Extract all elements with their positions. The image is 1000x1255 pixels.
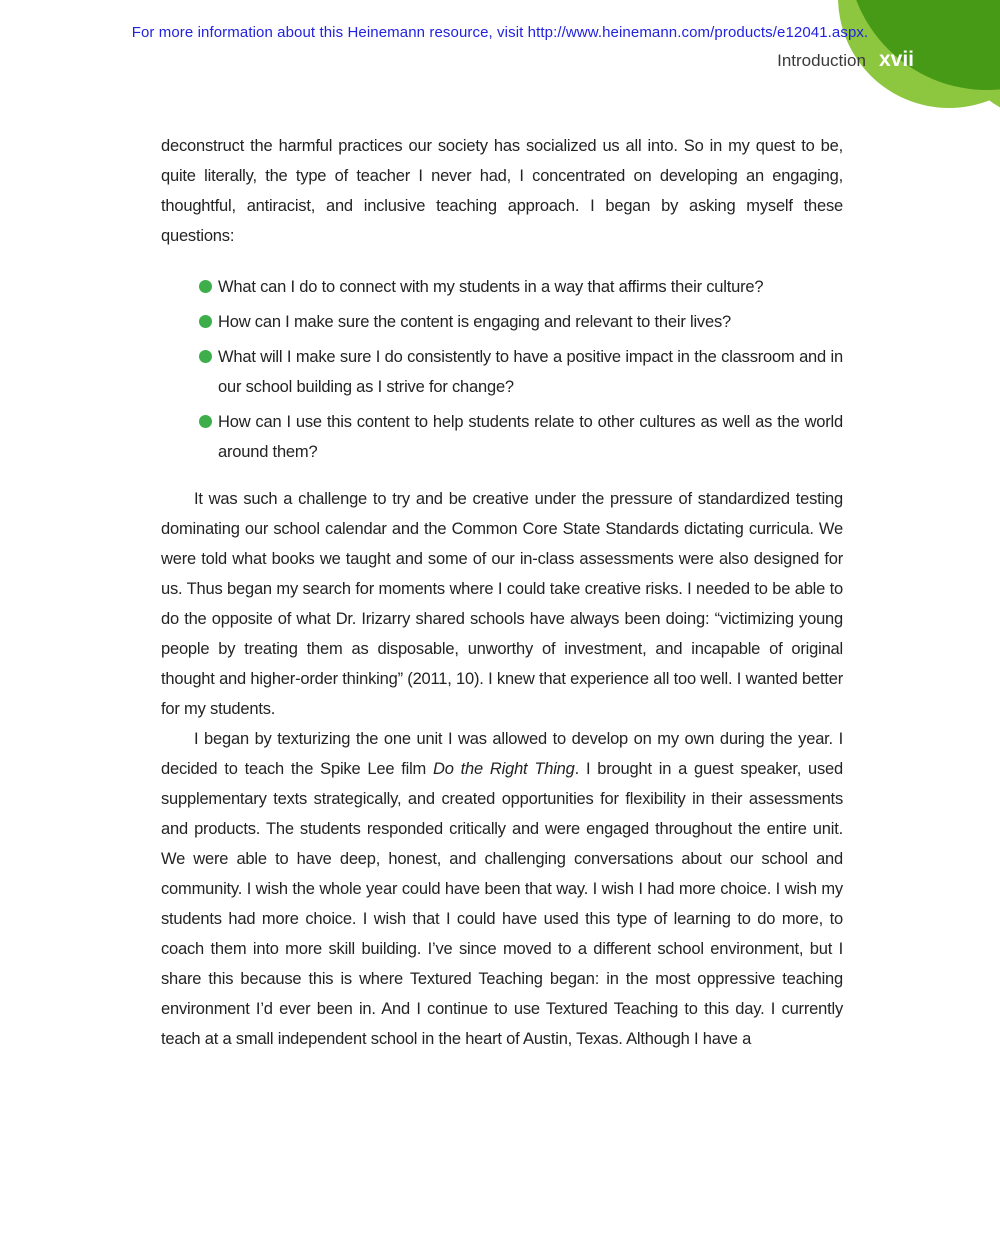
running-head-title: Introduction xyxy=(777,51,866,70)
paragraph-text: I began by texturizing the one unit I was allowed to develop on my own during the year. I decided to teach the Spike Lee film xyxy=(161,730,843,778)
bullet-icon xyxy=(199,315,212,328)
list-item-text: How can I make sure the content is engaging and relevant to their lives? xyxy=(218,313,731,331)
bullet-icon xyxy=(199,280,212,293)
page-body xyxy=(161,131,843,1054)
running-head xyxy=(777,48,914,72)
list-item xyxy=(161,407,843,467)
bullet-icon xyxy=(199,415,212,428)
paragraph-text: . I brought in a guest speaker, used supplementary texts strategically, and created opportunities for flexibility in their assessments and products. The students responded critically and were engaged throughout the entire unit. We were able to have deep, honest, and challenging conversations about our school and community. I wish the whole year could have been that way. I wish I had more choice. I wish my students had more choice. I wish that I could have used this type of learning to do more, to coach them into more skill building. I’ve since moved to a different school environment, but I share this because this is where Textured Teaching began: in the most oppressive teaching environment I’d ever been in. And I continue to use Textured Teaching to this day. I currently teach at a small independent school in the heart of Austin, Texas. Although I have a xyxy=(161,760,843,1048)
paragraph-continuation: deconstruct the harmful practices our society has socialized us all into. So in my quest to be, quite literally, the type of teacher I never had, I concentrated on developing an engaging, thoughtful, antiracist, and inclusive teaching approach. I began by asking myself these questions: xyxy=(161,137,843,245)
list-item xyxy=(161,342,843,402)
paragraph: It was such a challenge to try and be creative under the pressure of standardized testing dominating our school calendar and the Common Core State Standards dictating curricula. We were told what books we taught and some of our in-class assessments were also designed for us. Thus began my search for moments where I could take creative risks. I needed to be able to do the opposite of what Dr. Irizarry shared schools have always been doing: “victimizing young people by treating them as disposable, unworthy of investment, and incapable of original thought and higher-order thinking” (2011, 10). I knew that experience all too well. I wanted better for my students. xyxy=(161,490,843,718)
paragraph xyxy=(161,724,843,1054)
bullet-icon xyxy=(199,350,212,363)
page-number: xvii xyxy=(878,48,914,71)
list-item-text: What can I do to connect with my students in a way that affirms their culture? xyxy=(218,278,764,296)
list-item-text: How can I use this content to help students relate to other cultures as well as the world around them? xyxy=(218,413,843,461)
list-item xyxy=(161,307,843,337)
book-title-italic: Do the Right Thing xyxy=(433,760,575,778)
question-list xyxy=(161,272,843,467)
list-item-text: What will I make sure I do consistently to have a positive impact in the classroom and in our school building as I strive for change? xyxy=(218,348,843,396)
list-item xyxy=(161,272,843,302)
heinemann-resource-link[interactable]: For more information about this Heinemann resource, visit http://www.heinemann.com/products/e12041.aspx. xyxy=(131,24,869,41)
